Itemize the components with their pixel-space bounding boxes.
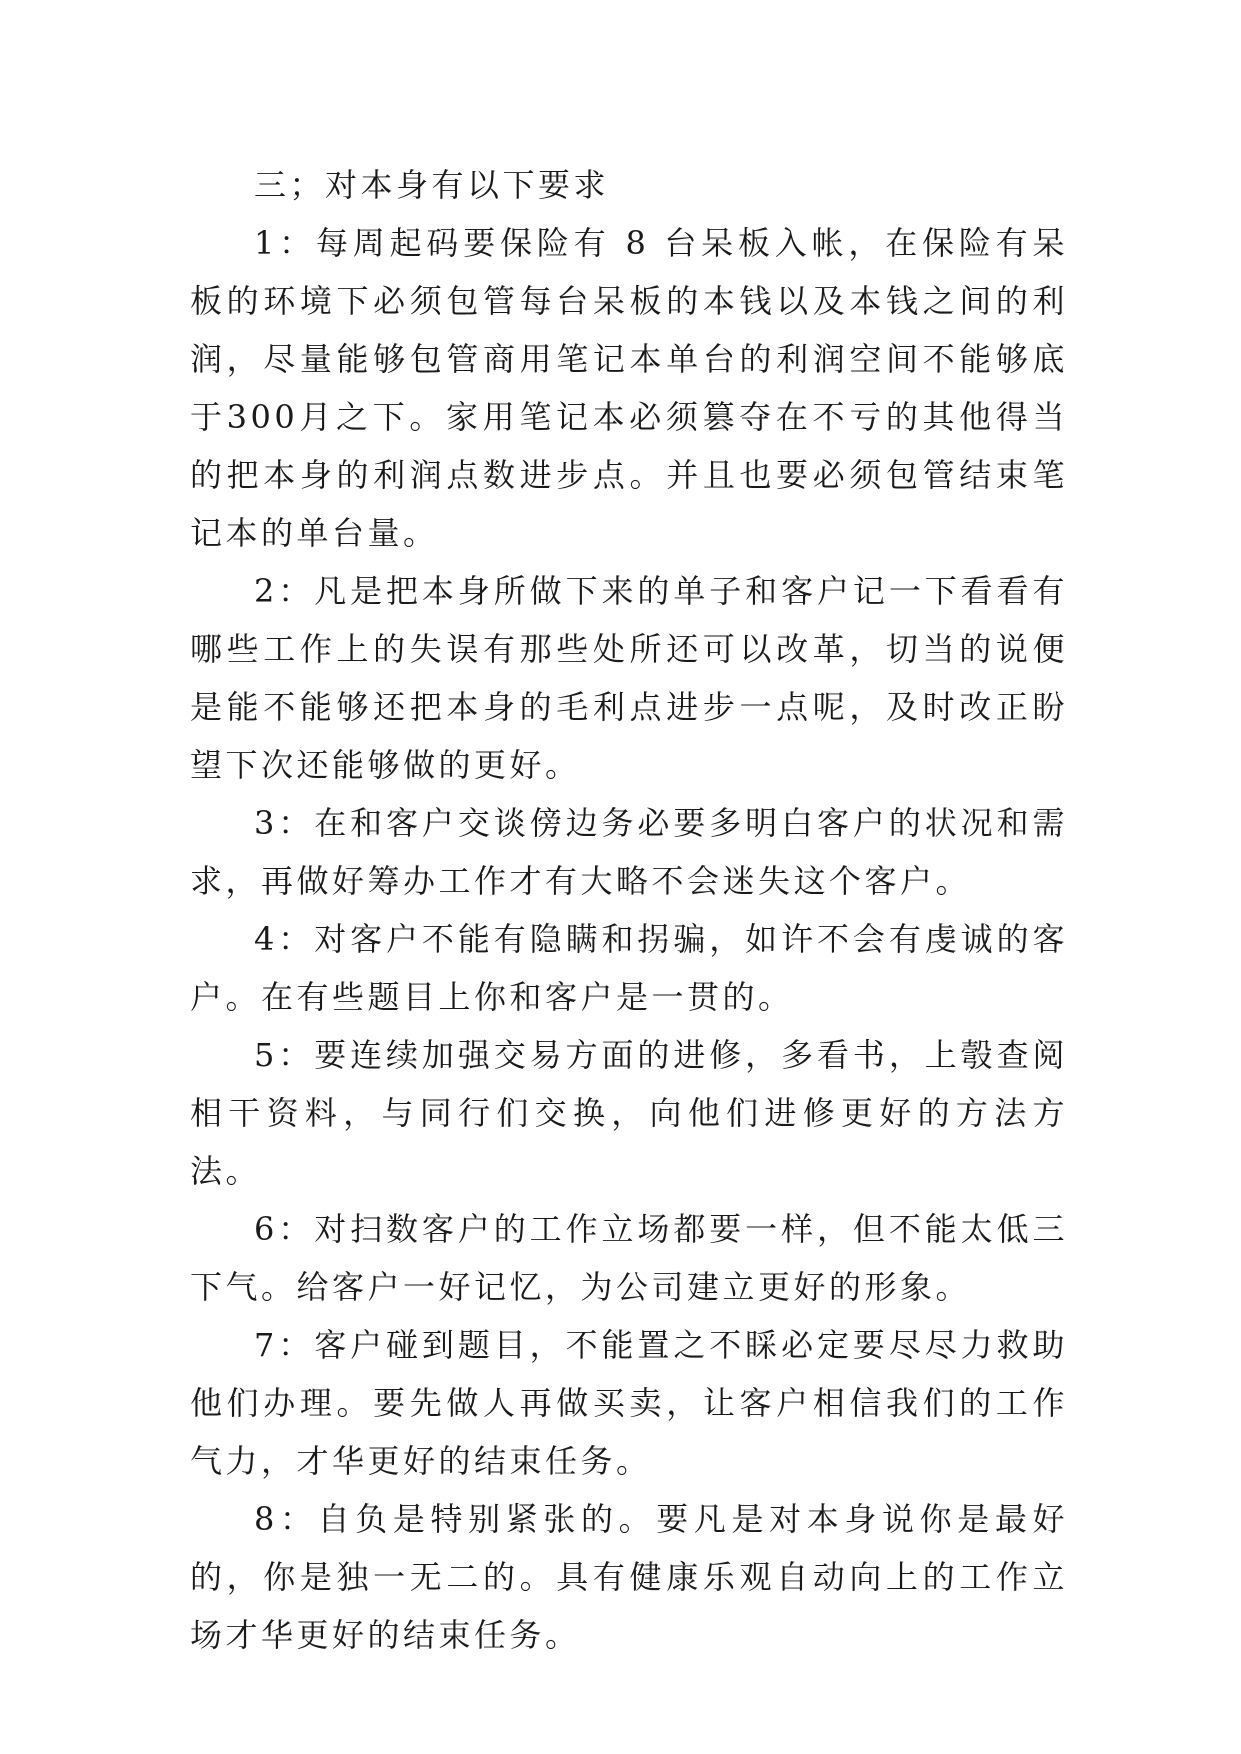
section-heading: 三；对本身有以下要求 xyxy=(254,166,610,204)
requirement-item-2: 2：凡是把本身所做下来的单子和客户记一下看看有哪些工作上的失误有那些处所还可以改革，切当的说便是能不能够还把本身的毛利点进步一点呢，及时改正盼望下次还能够做的更好。 xyxy=(190,572,1068,784)
requirement-item-3: 3：在和客户交谈傍边务必要多明白客户的状况和需求，再做好筹办工作才有大略不会迷失这个客户。 xyxy=(190,804,1068,900)
requirement-item-6: 6：对扫数客户的工作立场都要一样，但不能太低三下气。给客户一好记忆，为公司建立更好的形象。 xyxy=(190,1210,1068,1306)
document-body xyxy=(190,156,1068,1664)
requirement-item-5: 5：要连续加强交易方面的进修，多看书，上彀查阅相干资料，与同行们交换，向他们进修更好的方法方法。 xyxy=(190,1036,1068,1190)
requirement-item-8: 8：自负是特别紧张的。要凡是对本身说你是最好的，你是独一无二的。具有健康乐观自动向上的工作立场才华更好的结束任务。 xyxy=(190,1500,1068,1654)
requirement-item-1: 1：每周起码要保险有 8 台呆板入帐，在保险有呆板的环境下必须包管每台呆板的本钱以及本钱之间的利润，尽量能够包管商用笔记本单台的利润空间不能够底于300月之下。家用笔记本必须篡夺在不亏的其他得当的把本身的利润点数进步点。并且也要必须包管结束笔记本的单台量。 xyxy=(190,224,1068,552)
requirement-item-7: 7：客户碰到题目，不能置之不睬必定要尽尽力救助他们办理。要先做人再做买卖，让客户相信我们的工作气力，才华更好的结束任务。 xyxy=(190,1326,1068,1480)
requirement-item-4: 4：对客户不能有隐瞒和拐骗，如许不会有虔诚的客户。在有些题目上你和客户是一贯的。 xyxy=(190,920,1068,1016)
